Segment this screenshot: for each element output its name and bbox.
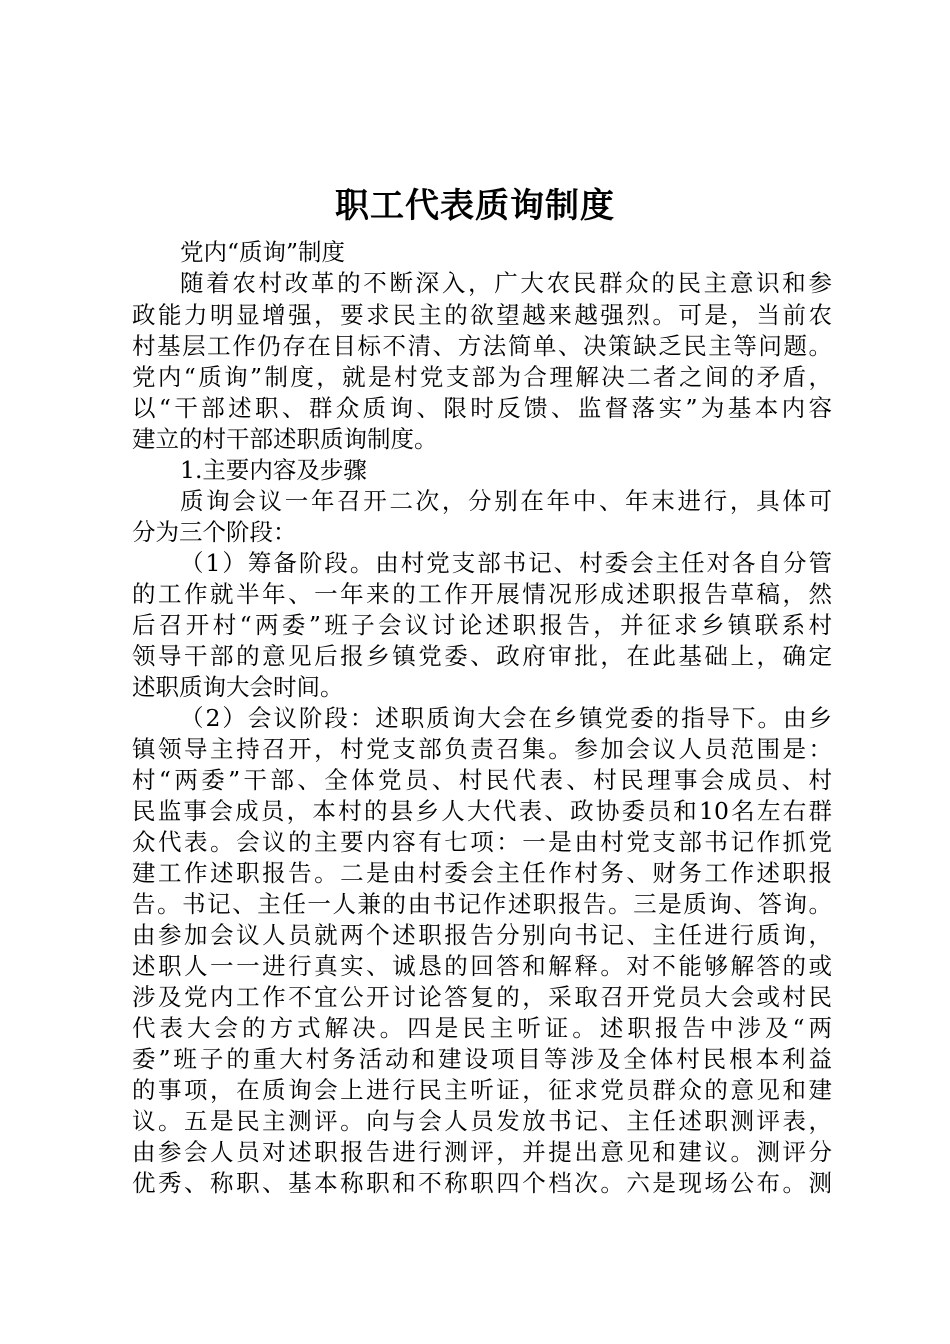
paragraph-line: 村基层工作仍存在目标不清、方法简单、决策缺乏民主等问题。	[132, 332, 832, 360]
section-heading: 1.主要内容及步骤	[180, 456, 367, 484]
paragraph-line: 述职质询大会时间。	[132, 673, 344, 701]
paragraph-line: 建工作述职报告。二是由村委会主任作村务、财务工作述职报	[132, 859, 832, 887]
paragraph-line: 随着农村改革的不断深入，广大农民群众的民主意识和参	[180, 269, 832, 297]
paragraph-line: 民监事会成员，本村的县乡人大代表、政协委员和10名左右群	[132, 797, 832, 825]
document-title: 职工代表质询制度	[335, 186, 615, 226]
paragraph-line: 委”班子的重大村务活动和建设项目等涉及全体村民根本利益	[132, 1045, 832, 1073]
paragraph-line: 以“干部述职、群众质询、限时反馈、监督落实”为基本内容	[132, 394, 832, 422]
paragraph-line: 涉及党内工作不宜公开讨论答复的，采取召开党员大会或村民	[132, 983, 832, 1011]
paragraph-line: 述职人一一进行真实、诚恳的回答和解释。对不能够解答的或	[132, 952, 832, 980]
paragraph-line: 后召开村“两委”班子会议讨论述职报告，并征求乡镇联系村	[132, 611, 832, 639]
paragraph-line: 村“两委”干部、全体党员、村民代表、村民理事会成员、村	[132, 766, 832, 794]
paragraph-line: 的工作就半年、一年来的工作开展情况形成述职报告草稿，然	[132, 580, 832, 608]
paragraph-line: 质询会议一年召开二次，分别在年中、年末进行，具体可	[180, 487, 832, 515]
paragraph-line: 分为三个阶段：	[132, 518, 297, 546]
paragraph-line: 代表大会的方式解决。四是民主听证。述职报告中涉及“两	[132, 1014, 832, 1042]
paragraph-line: 政能力明显增强，要求民主的欲望越来越强烈。可是，当前农	[132, 301, 832, 329]
paragraph-line: 由参会人员对述职报告进行测评，并提出意见和建议。测评分	[132, 1138, 832, 1166]
paragraph-line: 领导干部的意见后报乡镇党委、政府审批，在此基础上，确定	[132, 642, 832, 670]
paragraph-line: 由参加会议人员就两个述职报告分别向书记、主任进行质询，	[132, 921, 832, 949]
paragraph-line: 众代表。会议的主要内容有七项：一是由村党支部书记作抓党	[132, 828, 832, 856]
paragraph-line: 优秀、称职、基本称职和不称职四个档次。六是现场公布。测	[132, 1169, 832, 1197]
paragraph-line: （2）会议阶段：述职质询大会在乡镇党委的指导下。由乡	[180, 704, 832, 732]
paragraph-line: 党内“质询”制度	[180, 238, 346, 266]
paragraph-line: 议。五是民主测评。向与会人员发放书记、主任述职测评表，	[132, 1107, 832, 1135]
paragraph-line: 建立的村干部述职质询制度。	[132, 425, 438, 453]
paragraph-line: 镇领导主持召开，村党支部负责召集。参加会议人员范围是：	[132, 735, 832, 763]
paragraph-line: 的事项，在质询会上进行民主听证，征求党员群众的意见和建	[132, 1076, 832, 1104]
paragraph-line: 党内“质询”制度，就是村党支部为合理解决二者之间的矛盾，	[132, 363, 832, 391]
paragraph-line: 告。书记、主任一人兼的由书记作述职报告。三是质询、答询。	[132, 890, 832, 918]
paragraph-line: （1）筹备阶段。由村党支部书记、村委会主任对各自分管	[180, 549, 832, 577]
